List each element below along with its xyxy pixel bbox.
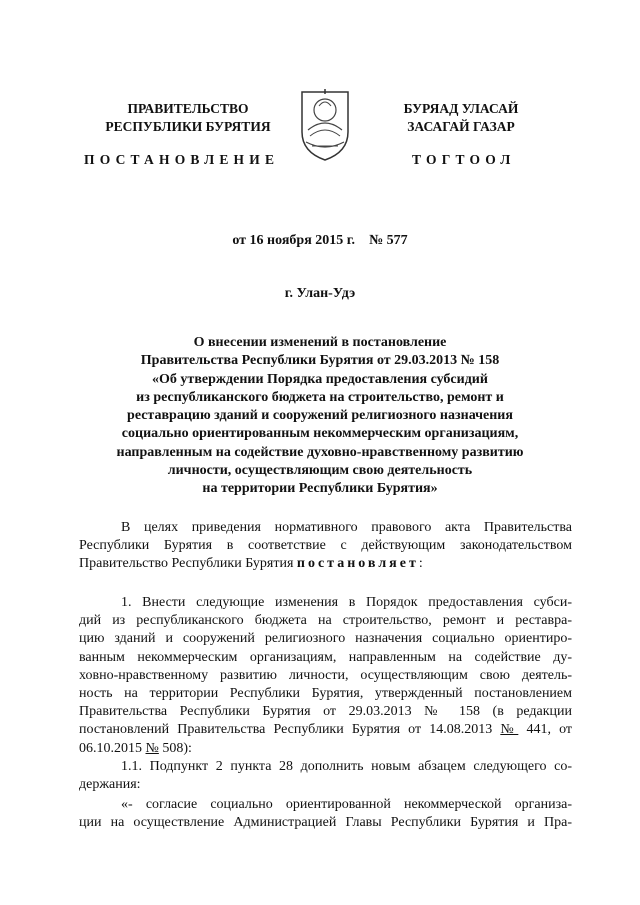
body-line: Республики Бурятия в соответствие с действующим законодательством	[79, 538, 572, 554]
government-name-buryat	[376, 100, 546, 136]
title-line: из республиканского бюджета на строительство, ремонт и	[136, 389, 504, 405]
body-line: держания:	[79, 777, 141, 793]
header-left-line: РЕСПУБЛИКИ БУРЯТИЯ	[105, 119, 271, 134]
item-1-paragraph	[79, 594, 572, 758]
title-line: О внесении изменений в постановление	[193, 335, 447, 350]
government-name-russian	[88, 100, 288, 136]
body-line: ванным некоммерческим организациям, направленным на содействие ду-	[79, 649, 572, 665]
body-text: постановлений Правительства Республики Бурятия от 14.08.2013	[79, 722, 493, 738]
body-line: В целях приведения нормативного правового акта Правительства	[121, 520, 572, 535]
decree-keyword: постановляет	[296, 556, 419, 572]
header-right-line: БУРЯАД УЛАСАЙ	[403, 101, 519, 116]
title-line: направленным на содействие духовно-нравственному развитию	[116, 444, 524, 460]
date-number-line	[0, 233, 640, 249]
body-text: 06.10.2015	[79, 740, 142, 756]
number-sign: №	[145, 740, 159, 756]
header-left-line: ПРАВИТЕЛЬСТВО	[127, 101, 249, 116]
quote-paragraph	[79, 796, 572, 832]
body-line	[79, 721, 572, 739]
body-line	[79, 555, 572, 573]
coat-of-arms-icon	[298, 86, 352, 162]
document-date: от 16 ноября 2015 г.	[232, 233, 356, 248]
body-text: 441, от	[526, 722, 572, 738]
preamble-suffix: :	[418, 556, 423, 572]
document-number: № 577	[369, 233, 408, 248]
title-line: социально ориентированным некоммерческим организациям,	[121, 426, 519, 442]
item-1-1-paragraph	[79, 758, 572, 794]
document-city: г. Улан-Удэ	[284, 286, 356, 301]
body-line	[79, 740, 572, 758]
body-text: 508):	[162, 740, 192, 756]
title-line: Правительства Республики Бурятия от 29.03.2013 № 158	[140, 353, 500, 369]
body-line: цию зданий и сооружений религиозного назначения социально ориентиро-	[79, 631, 572, 647]
body-line: «- согласие социально ориентированной некоммерческой организа-	[121, 797, 572, 812]
body-line: 1.1. Подпункт 2 пункта 28 дополнить новым абзацем следующего со-	[121, 759, 572, 774]
number-sign: №	[500, 722, 519, 738]
body-line: ции на осуществление Администрацией Главы Республики Бурятия и Пра-	[79, 815, 572, 831]
title-line: реставрацию зданий и сооружений религиозного назначения	[127, 408, 513, 424]
document-title	[80, 334, 560, 499]
header-right-line: ЗАСАГАЙ ГАЗАР	[407, 119, 515, 134]
title-line: личности, осуществляющим свою деятельность	[167, 463, 473, 479]
body-line: Правительства Республики Бурятия от 29.03.2013 № 158 (в редакции	[79, 704, 572, 720]
document-type-buryat: ТОГТООЛ	[412, 152, 516, 167]
document-type-russian: ПОСТАНОВЛЕНИЕ	[84, 152, 280, 167]
title-line: «Об утверждении Порядка предоставления субсидий	[152, 371, 488, 387]
preamble-paragraph	[79, 519, 572, 574]
body-line: ность на территории Республики Бурятия, утвержденный постановлением	[79, 685, 572, 701]
preamble-prefix: Правительство Республики Бурятия	[79, 556, 294, 572]
body-line: 1. Внести следующие изменения в Порядок предоставления субси-	[121, 595, 572, 610]
body-line: дий из республиканского бюджета на строительство, ремонт и реставра-	[79, 613, 572, 629]
title-line: на территории Республики Бурятия»	[202, 481, 438, 497]
body-line: ховно-нравственному развитию личности, осуществляющим свою деятель-	[79, 667, 572, 683]
